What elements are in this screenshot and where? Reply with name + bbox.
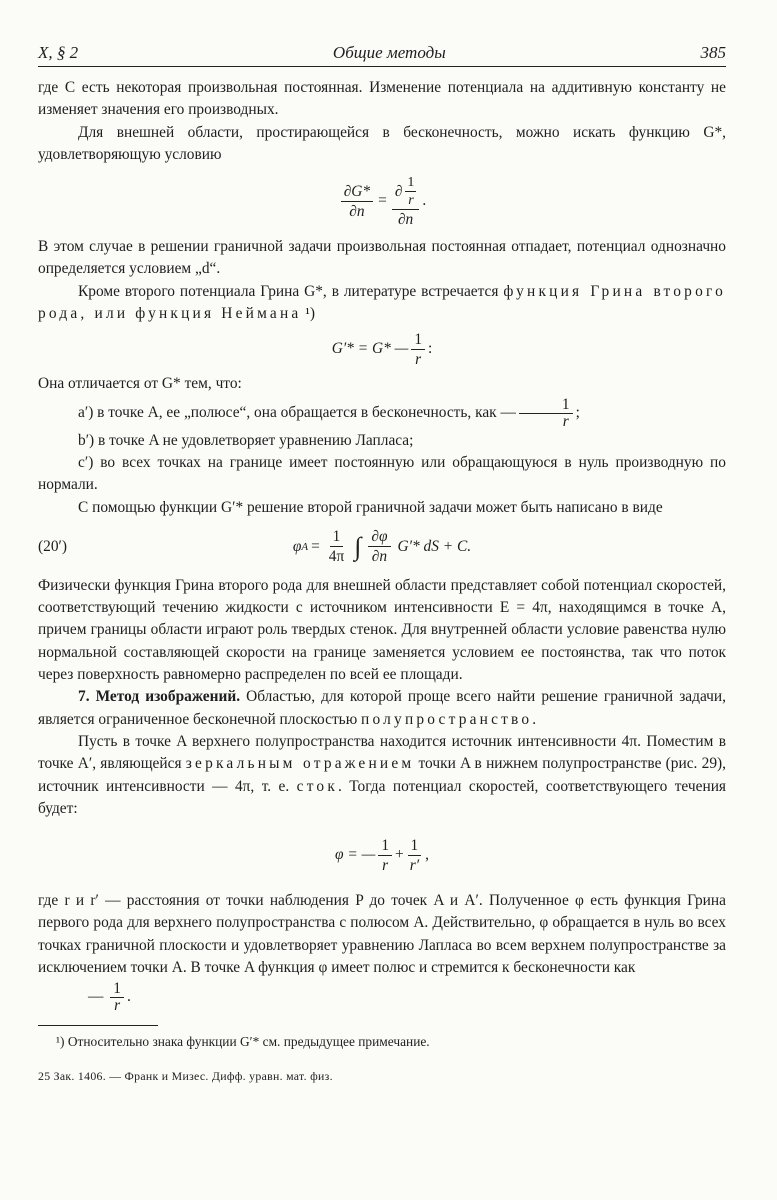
header-title: Общие методы: [332, 43, 446, 62]
paragraph-6: С помощью функции G′* решение второй граничной задачи может быть написано в виде: [78, 498, 663, 516]
eq1-rhs-fraction: ∂ 1 r ∂n: [392, 174, 420, 229]
list-item-b: b′) в точке A не удовлетворяет уравнению Лапласа;: [78, 431, 414, 449]
list-item-a: a′) в точке A, ее „полюсе“, она обращается в бесконечность, как — $\frac{1}{r}$ ;: [78, 395, 580, 430]
running-header: [38, 42, 726, 67]
printer-imprint: 25 Зак. 1406. — Франк и Мизес. Дифф. уравн. мат. физ.: [38, 1069, 333, 1084]
paragraph-2: Для внешней области, простирающейся в бесконечность, можно искать функцию G*, удовлетворяющую условию: [38, 123, 726, 163]
paragraph-9: Пусть в точке A верхнего полупространства находится источник интенсивности 4π. Поместим в точке A′, являющейся зеркальным отражением точки A в нижнем полупространстве (рис. 29), источник интенсивности — 4π, т. е. сток. Тогда потенциал скоростей, соответствующего течения будет:: [38, 732, 727, 817]
page-number: 385: [700, 43, 726, 62]
list-item-c: c′) во всех точках на границе имеет постоянную или обращающуюся в нуль производную по нормали.: [38, 453, 726, 494]
paragraph-10-end: — $\frac{1}{r}$ .: [88, 980, 131, 1015]
paragraph-10: где r и r′ — расстояния от точки наблюдения P до точек A и A′. Полученное φ есть функция Грина первого рода для верхнего полупространства с полюсом A. Действительно, φ обращается в нуль во всех точках граничной плоскости и удовлетворяет уравнению Лапласа во всем верхнем полупространстве за исключением точки A. В точке A функция φ имеет полюс и стремится к бесконечности как: [38, 892, 726, 977]
equation-4: φ = — $\frac{1}{r}$ + $\frac{1}{r'}$ ,: [335, 836, 429, 874]
paragraph-3: В этом случае в решении граничной задачи произвольная постоянная отпадает, потенциал однозначно определяется условием „d“.: [38, 238, 726, 278]
paragraph-7: Физически функция Грина второго рода для внешней области представляет собой потенциал скоростей, соответствующий течению жидкости с источником интенсивности E = 4π, находящимся в точке A, причем границы области играют роль твердых стенок. Для внутренней области условие равенства нулю нормальной составляющей скорости на границе заменяется условием ее постоянства, так что поток через поверхность равномерно распределен по всей ее площади.: [38, 576, 726, 684]
equation-1: $\frac{\partial G*}{\partial n}$ = ∂ 1 r ∂n .: [38, 166, 726, 236]
book-page: [38, 42, 726, 1086]
section-heading: 7. Метод изображений.: [78, 688, 241, 706]
equation-3: (20′) φ A = $\frac{1}{4\pi}$ ∫ $\frac{\partial\varphi}{\partial n}$ G′* dS + C.: [38, 528, 472, 566]
paragraph-8: 7. Метод изображений. Областью, для которой проще всего найти решение граничной задачи, является ограниченное бесконечной плоскостью полупространство.: [38, 688, 726, 728]
paragraph-1: где C есть некоторая произвольная постоянная. Изменение потенциала на аддитивную константу не изменяет значения его производных.: [38, 79, 726, 119]
equation-label: (20′): [38, 537, 68, 555]
footnote-rule: [38, 1025, 158, 1026]
footnote: ¹) Относительно знака функции G′* см. предыдущее примечание.: [56, 1034, 430, 1050]
eq1-lhs-fraction: $\frac{\partial G*}{\partial n}$: [341, 182, 373, 221]
header-section: X, § 2: [38, 43, 79, 62]
paragraph-4: Кроме второго потенциала Грина G*, в литературе встречается функция Грина второго рода, или функция Неймана ¹): [38, 282, 726, 323]
paragraph-5: Она отличается от G* тем, что:: [38, 375, 242, 393]
equation-2: G′* = G* — $\frac{1}{r}$ :: [331, 330, 433, 368]
